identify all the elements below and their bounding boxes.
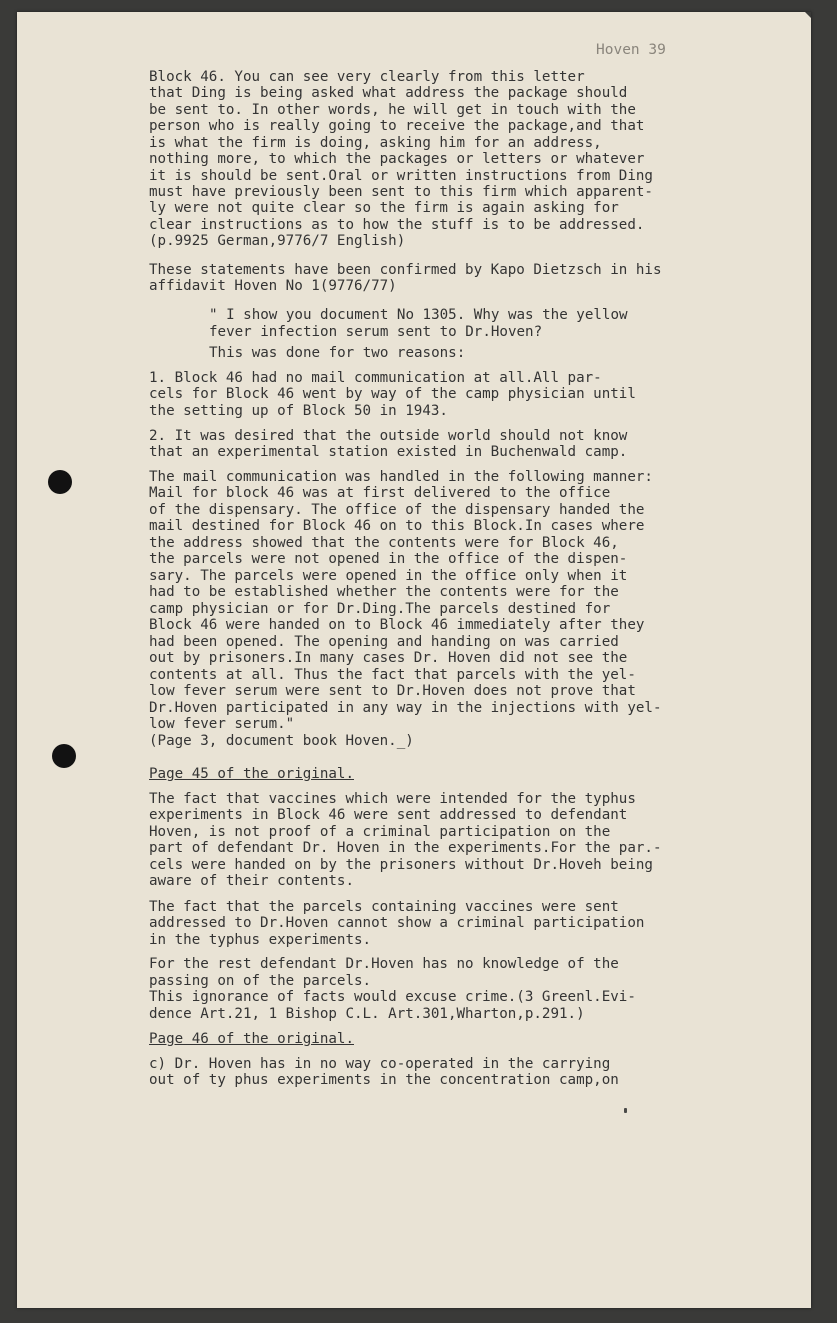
text-line: the address showed that the contents were for Block 46,: [149, 535, 619, 551]
text-line: had been opened. The opening and handing on was carried: [149, 634, 619, 650]
text-line: cels were handed on by the prisoners without Dr.Hoveh being: [149, 857, 653, 873]
text-line: Dr.Hoven participated in any way in the injections with yel-: [149, 700, 662, 716]
text-line: of the dispensary. The office of the dispensary handed the: [149, 502, 645, 518]
text-line: ly were not quite clear so the firm is again asking for: [149, 200, 619, 216]
text-line: dence Art.21, 1 Bishop C.L. Art.301,Wharton,p.291.): [149, 1006, 585, 1022]
page-corner: [805, 12, 811, 18]
text-line: is what the firm is doing, asking him for an address,: [149, 135, 602, 151]
text-line: cels for Block 46 went by way of the camp physician until: [149, 386, 636, 402]
text-line: camp physician or for Dr.Ding.The parcels destined for: [149, 601, 611, 617]
text-line: that an experimental station existed in Buchenwald camp.: [149, 444, 628, 460]
text-line: person who is really going to receive the package,and that: [149, 118, 645, 134]
text-line: part of defendant Dr. Hoven in the experiments.For the par.-: [149, 840, 662, 856]
text-line: sary. The parcels were opened in the office only when it: [149, 568, 628, 584]
ink-speck: [624, 1108, 627, 1113]
text-line: out of ty phus experiments in the concentration camp,on: [149, 1072, 619, 1088]
text-line: For the rest defendant Dr.Hoven has no knowledge of the: [149, 956, 619, 972]
text-line: fever infection serum sent to Dr.Hoven?: [209, 324, 543, 340]
text-line: aware of their contents.: [149, 873, 354, 889]
section-heading: Page 45 of the original.: [149, 766, 354, 782]
text-line: low fever serum.": [149, 716, 295, 732]
text-line: affidavit Hoven No 1(9776/77): [149, 278, 397, 294]
text-line: clear instructions as to how the stuff is to be addressed.: [149, 217, 645, 233]
text-line: Block 46. You can see very clearly from this letter: [149, 69, 585, 85]
text-line: had to be established whether the contents were for the: [149, 584, 619, 600]
text-line: " I show you document No 1305. Why was the yellow: [209, 307, 628, 323]
text-line: addressed to Dr.Hoven cannot show a criminal participation: [149, 915, 645, 931]
text-line: Mail for block 46 was at first delivered to the office: [149, 485, 611, 501]
text-line: low fever serum were sent to Dr.Hoven does not prove that: [149, 683, 636, 699]
text-line: (Page 3, document book Hoven._): [149, 733, 414, 749]
punch-hole-icon: [52, 744, 76, 768]
text-line: The mail communication was handled in the following manner:: [149, 469, 653, 485]
text-line: nothing more, to which the packages or letters or whatever: [149, 151, 645, 167]
text-line: 2. It was desired that the outside world should not know: [149, 428, 628, 444]
text-line: experiments in Block 46 were sent addressed to defendant: [149, 807, 628, 823]
text-line: The fact that vaccines which were intended for the typhus: [149, 791, 636, 807]
text-line: c) Dr. Hoven has in no way co-operated in the carrying: [149, 1056, 611, 1072]
text-line: This was done for two reasons:: [209, 345, 466, 361]
text-line: Block 46 were handed on to Block 46 immediately after they: [149, 617, 645, 633]
text-line: the setting up of Block 50 in 1943.: [149, 403, 448, 419]
text-line: that Ding is being asked what address the package should: [149, 85, 628, 101]
text-line: Hoven, is not proof of a criminal participation on the: [149, 824, 611, 840]
text-line: be sent to. In other words, he will get in touch with the: [149, 102, 636, 118]
text-line: 1. Block 46 had no mail communication at all.All par-: [149, 370, 602, 386]
document-page: [17, 12, 811, 1308]
text-line: These statements have been confirmed by Kapo Dietzsch in his: [149, 262, 662, 278]
section-heading: Page 46 of the original.: [149, 1031, 354, 1047]
text-line: This ignorance of facts would excuse crime.(3 Greenl.Evi-: [149, 989, 636, 1005]
text-line: must have previously been sent to this firm which apparent-: [149, 184, 653, 200]
text-line: (p.9925 German,9776/7 English): [149, 233, 406, 249]
page-header: Hoven 39: [596, 42, 666, 58]
punch-hole-icon: [48, 470, 72, 494]
text-line: contents at all. Thus the fact that parcels with the yel-: [149, 667, 636, 683]
text-line: the parcels were not opened in the office of the dispen-: [149, 551, 628, 567]
text-line: out by prisoners.In many cases Dr. Hoven did not see the: [149, 650, 628, 666]
text-line: it is should be sent.Oral or written instructions from Ding: [149, 168, 653, 184]
text-line: The fact that the parcels containing vaccines were sent: [149, 899, 619, 915]
text-line: passing on of the parcels.: [149, 973, 372, 989]
text-line: in the typhus experiments.: [149, 932, 372, 948]
text-line: mail destined for Block 46 on to this Block.In cases where: [149, 518, 645, 534]
